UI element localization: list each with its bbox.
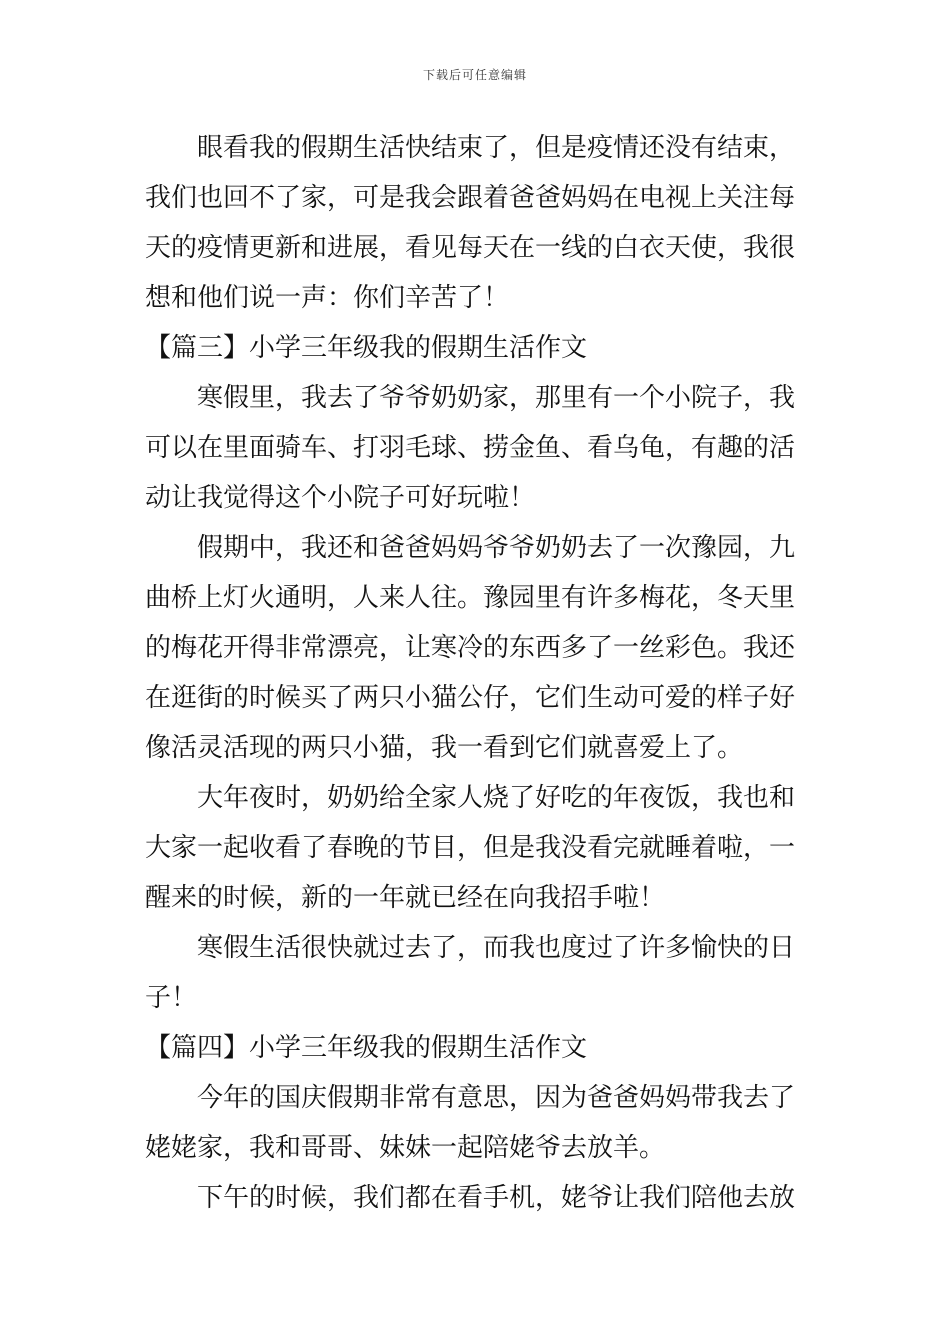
paragraph-line: 今年的国庆假期非常有意思，因为爸爸妈妈带我去了	[197, 1083, 796, 1113]
paragraph-line: 像活灵活现的两只小猫，我一看到它们就喜爱上了。	[145, 733, 744, 763]
section-heading: 【篇三】小学三年级我的假期生活作文	[145, 333, 588, 363]
paragraph-line: 寒假里，我去了爷爷奶奶家，那里有一个小院子，我	[197, 383, 796, 413]
paragraph-line: 可以在里面骑车、打羽毛球、捞金鱼、看乌龟，有趣的活	[145, 433, 796, 463]
paragraph-line: 大年夜时，奶奶给全家人烧了好吃的年夜饭，我也和	[197, 783, 796, 813]
paragraph-line: 我们也回不了家，可是我会跟着爸爸妈妈在电视上关注每	[145, 183, 796, 213]
paragraph-line: 在逛街的时候买了两只小猫公仔，它们生动可爱的样子好	[145, 683, 796, 713]
paragraph-line: 大家一起收看了春晚的节目，但是我没看完就睡着啦，一	[145, 833, 796, 863]
paragraph-line: 眼看我的假期生活快结束了，但是疫情还没有结束，	[197, 133, 796, 163]
page-header: 下载后可任意编辑	[422, 68, 527, 82]
paragraph-line: 假期中，我还和爸爸妈妈爷爷奶奶去了一次豫园，九	[197, 533, 796, 563]
paragraph-line: 姥姥家，我和哥哥、妹妹一起陪姥爷去放羊。	[145, 1133, 666, 1163]
paragraph-line: 想和他们说一声：你们辛苦了！	[145, 283, 510, 313]
paragraph-line: 天的疫情更新和进展，看见每天在一线的白衣天使，我很	[145, 233, 796, 263]
paragraph-line: 醒来的时候，新的一年就已经在向我招手啦！	[145, 883, 666, 913]
paragraph-line: 寒假生活很快就过去了，而我也度过了许多愉快的日	[197, 933, 796, 963]
paragraph-line: 子！	[145, 983, 198, 1013]
paragraph-line: 下午的时候，我们都在看手机，姥爷让我们陪他去放	[197, 1183, 796, 1213]
paragraph-line: 的梅花开得非常漂亮，让寒冷的东西多了一丝彩色。我还	[145, 633, 796, 663]
section-heading: 【篇四】小学三年级我的假期生活作文	[145, 1033, 588, 1063]
paragraph-line: 曲桥上灯火通明，人来人往。豫园里有许多梅花，冬天里	[145, 583, 796, 613]
paragraph-line: 动让我觉得这个小院子可好玩啦！	[145, 483, 536, 513]
